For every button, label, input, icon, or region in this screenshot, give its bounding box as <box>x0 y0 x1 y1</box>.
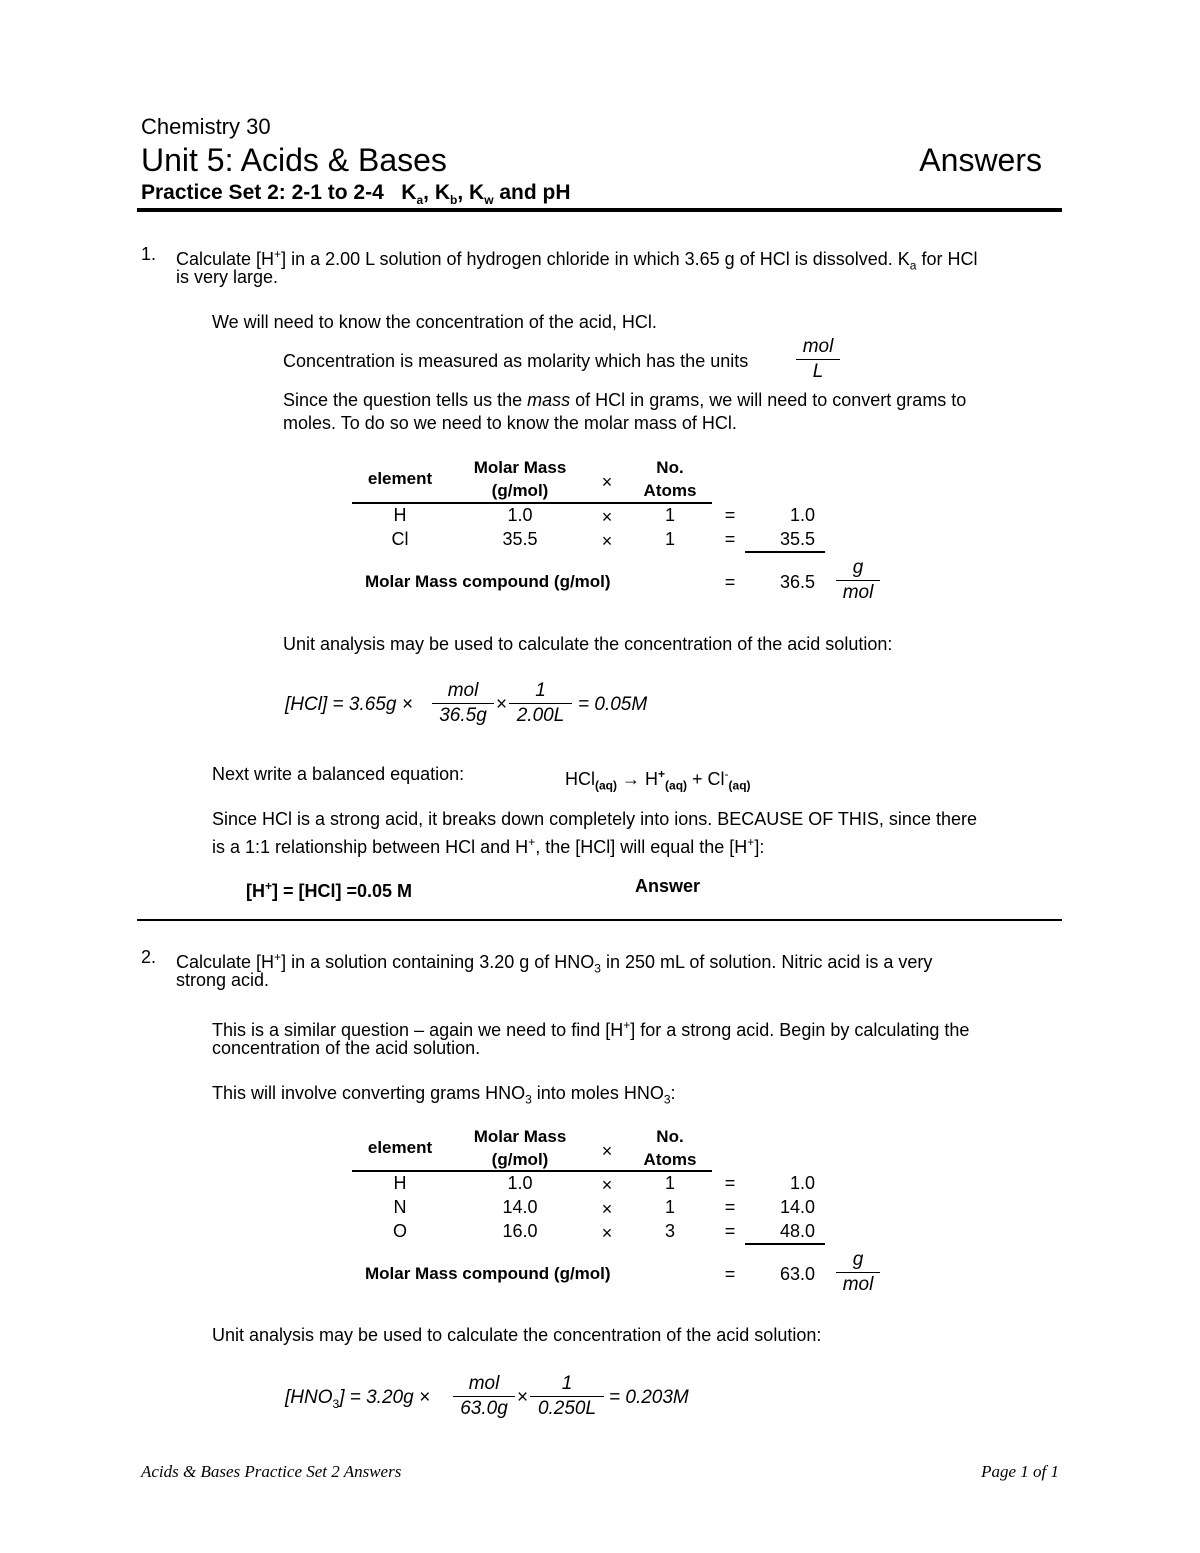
course-title: Chemistry 30 <box>141 114 271 139</box>
table-header-times: × <box>601 1141 613 1161</box>
table-sum-rule <box>745 1243 825 1245</box>
table-total-label: Molar Mass compound (g/mol) <box>365 1264 611 1283</box>
table-header-atoms: Atoms <box>643 1150 697 1169</box>
table-cell-equals: = <box>724 1197 736 1217</box>
q1-mass-line1: Since the question tells us the mass of HCl in grams, we will need to convert grams to <box>283 390 967 410</box>
practice-set-title: Practice Set 2: 2-1 to 2-4 $K_a$, $K_b$, $K_w$ and pH <box>141 181 571 208</box>
table-cell-times: × <box>601 531 613 551</box>
table-total-unit: g mol <box>836 1249 880 1296</box>
equation-rhs: = 0.203M <box>609 1387 689 1408</box>
footer-title: Acids & Bases Practice Set 2 Answers <box>141 1462 402 1481</box>
table-cell-equals: = <box>724 1221 736 1241</box>
table-cell-atoms: 3 <box>664 1221 675 1241</box>
q2-convert-text: This will involve converting grams $HNO_3$ into moles $HNO_3$: <box>212 1083 676 1107</box>
table-cell-mass: 1.0 <box>507 1173 533 1193</box>
q1-question: Calculate [H+] in a 2.00 L solution of hydrogen chloride in which 3.65 g of HCl is dissolved. $K_a$ for HCl <box>176 247 978 273</box>
table-header-molar-mass: Molar Mass <box>473 458 567 477</box>
q1-answer-label: Answer <box>635 876 701 896</box>
table-cell-result: 1.0 <box>789 1173 815 1193</box>
table-cell-element: H <box>393 1173 407 1193</box>
table-header-molar-mass-unit: (g/mol) <box>491 481 549 500</box>
table-cell-atoms: 1 <box>664 505 675 525</box>
header-rule <box>137 208 1062 212</box>
table-cell-atoms: 1 <box>664 529 675 549</box>
table-cell-atoms: 1 <box>664 1197 675 1217</box>
q2-number: 2. <box>141 947 157 967</box>
table-cell-times: × <box>601 507 613 527</box>
table-header-element: element <box>367 1138 433 1157</box>
table-cell-result: 1.0 <box>789 505 815 525</box>
table-header-times: × <box>601 472 613 492</box>
q1-result: [H+] = [HCl] =0.05 M <box>246 879 413 901</box>
equation-fraction-1: mol 63.0g <box>453 1373 515 1420</box>
table-total-equals: = <box>724 1264 736 1284</box>
q1-strong-acid-line1: Since HCl is a strong acid, it breaks down completely into ions. BECAUSE OF THIS, since there <box>212 809 977 829</box>
q1-mass-line2: moles. To do so we need to know the molar mass of HCl. <box>283 413 737 433</box>
equation-fraction-1: mol 36.5g <box>432 680 494 727</box>
table-cell-equals: = <box>724 529 736 549</box>
table-cell-times: × <box>601 1223 613 1243</box>
table-sum-rule <box>745 551 825 553</box>
table-total-value: 36.5 <box>779 572 815 592</box>
q1-question-line2: is very large. <box>176 267 279 287</box>
equation-lhs: [HCl] = 3.65g × <box>285 694 413 715</box>
q2-similar-line2: concentration of the acid solution. <box>212 1038 481 1058</box>
table-header-molar-mass-unit: (g/mol) <box>491 1150 549 1169</box>
table-cell-result: 14.0 <box>779 1197 815 1217</box>
table-cell-element: H <box>393 505 407 525</box>
equation-lhs: $[HNO_3] = 3.20g$ × <box>285 1387 431 1411</box>
table-cell-atoms: 1 <box>664 1173 675 1193</box>
table-total-value: 63.0 <box>779 1264 815 1284</box>
question-divider <box>137 919 1062 921</box>
table-header-element: element <box>367 469 433 488</box>
table-cell-element: N <box>393 1197 407 1217</box>
unit-title: Unit 5: Acids & Bases <box>141 142 447 178</box>
table-header-no: No. <box>656 458 684 477</box>
table-cell-element: Cl <box>391 529 409 549</box>
q1-number: 1. <box>141 244 157 264</box>
q1-strong-acid-line2: is a 1:1 relationship between HCl and H+, the [HCl] will equal the [H+]: <box>212 835 765 857</box>
table-cell-times: × <box>601 1199 613 1219</box>
equation-rhs: = 0.05M <box>578 694 648 715</box>
q1-unit-analysis: Unit analysis may be used to calculate the concentration of the acid solution: <box>283 634 893 654</box>
table-total-label: Molar Mass compound (g/mol) <box>365 572 611 591</box>
table-cell-times: × <box>601 1175 613 1195</box>
q1-balanced-label: Next write a balanced equation: <box>212 764 465 784</box>
table-header-molar-mass: Molar Mass <box>473 1127 567 1146</box>
table-header-atoms: Atoms <box>643 481 697 500</box>
answers-label: Answers <box>919 142 1042 178</box>
equation-times: × <box>517 1387 529 1408</box>
q1-step1: We will need to know the concentration of the acid, HCl. <box>212 312 657 332</box>
q1-balanced-equation: $HCl_{(aq)} \to H^+_{(aq)} + Cl^-_{(aq)}$ <box>565 767 751 793</box>
q2-unit-analysis: Unit analysis may be used to calculate the concentration of the acid solution: <box>212 1325 822 1345</box>
equation-fraction-2: $\frac{1}{0.250L}$ <box>530 1373 604 1420</box>
table-total-equals: = <box>724 572 736 592</box>
q2-question-line2: strong acid. <box>176 970 270 990</box>
q1-units-fraction: mol L <box>796 336 840 383</box>
q1-concentration-text: Concentration is measured as molarity which has the units <box>283 351 749 371</box>
equation-fraction-2: $\frac{1}{2.00L}$ <box>509 680 572 727</box>
table-total-unit: g mol <box>836 557 880 604</box>
q2-question: Calculate [H+] in a solution containing 3.20 g of $HNO_3$ in 250 mL of solution. Nitric acid is a very <box>176 950 933 976</box>
q2-similar-line1: This is a similar question – again we need to find [H+] for a strong acid. Begin by calculating the <box>212 1018 970 1040</box>
table-cell-result: 48.0 <box>779 1221 815 1241</box>
footer-page-number: Page 1 of 1 <box>981 1462 1059 1481</box>
table-cell-result: 35.5 <box>779 529 815 549</box>
table-cell-equals: = <box>724 505 736 525</box>
table-cell-mass: 35.5 <box>502 529 538 549</box>
equation-times: × <box>496 694 508 715</box>
table-cell-mass: 16.0 <box>502 1221 538 1241</box>
table-cell-mass: 14.0 <box>502 1197 538 1217</box>
table-header-no: No. <box>656 1127 684 1146</box>
table-cell-mass: 1.0 <box>507 505 533 525</box>
table-cell-equals: = <box>724 1173 736 1193</box>
table-cell-element: O <box>392 1221 407 1241</box>
